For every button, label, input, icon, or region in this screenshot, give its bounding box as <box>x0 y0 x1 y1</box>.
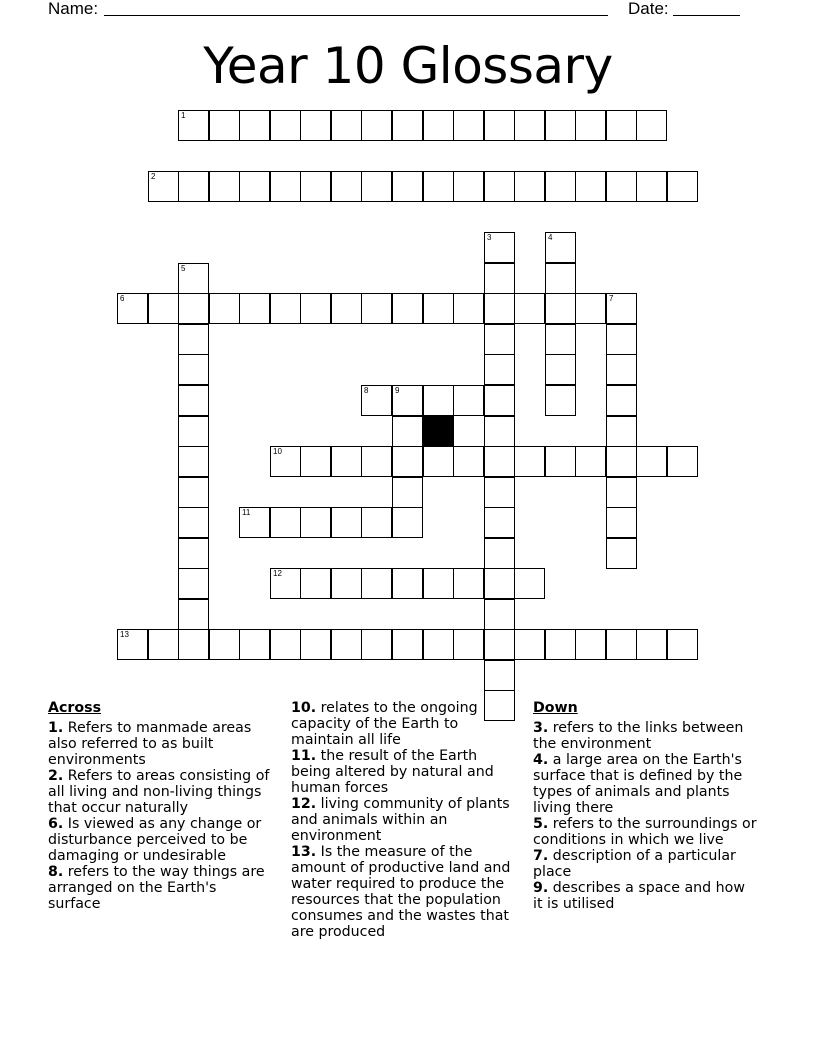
crossword-cell[interactable] <box>423 110 454 141</box>
crossword-cell[interactable] <box>606 385 637 416</box>
crossword-cell[interactable] <box>484 324 515 355</box>
crossword-cell[interactable] <box>423 629 454 660</box>
clue-text: the result of the Earth being altered by natural and human forces <box>291 748 494 796</box>
clue-text: a large area on the Earth's surface that is defined by the types of animals and plants living there <box>533 752 743 816</box>
crossword-cell[interactable] <box>636 171 667 202</box>
down-clues-column <box>533 700 758 912</box>
crossword-cell[interactable] <box>331 293 362 324</box>
crossword-cell[interactable] <box>270 568 301 599</box>
clue-number: 6. <box>48 816 64 832</box>
clue-number: 11. <box>291 748 317 764</box>
crossword-cell[interactable] <box>545 629 576 660</box>
crossword-cell[interactable] <box>270 110 301 141</box>
crossword-cell[interactable] <box>453 446 484 477</box>
crossword-cell[interactable] <box>484 568 515 599</box>
crossword-cell[interactable] <box>392 171 423 202</box>
clue-item <box>48 768 273 816</box>
crossword-cell[interactable] <box>300 507 331 538</box>
clue-number: 7 <box>609 294 614 303</box>
crossword-cell[interactable] <box>392 446 423 477</box>
crossword-cell[interactable] <box>178 568 209 599</box>
clue-item <box>291 700 516 748</box>
date-label: Date: <box>628 0 669 18</box>
clue-item <box>533 752 758 816</box>
crossword-cell[interactable] <box>484 293 515 324</box>
crossword-cell[interactable] <box>178 293 209 324</box>
clue-number: 5. <box>533 816 549 832</box>
crossword-cell[interactable] <box>178 110 209 141</box>
clue-text: Is the measure of the amount of productive land and water required to produce the resources that the population consumes and the wastes that are produced <box>291 844 511 940</box>
crossword-cell[interactable] <box>331 507 362 538</box>
clue-number: 10 <box>273 447 282 456</box>
crossword-cell[interactable] <box>270 629 301 660</box>
clue-item <box>291 844 516 940</box>
clue-number: 7. <box>533 848 549 864</box>
crossword-cell[interactable] <box>270 507 301 538</box>
crossword-cell[interactable] <box>392 385 423 416</box>
crossword-cell[interactable] <box>392 568 423 599</box>
crossword-cell[interactable] <box>606 354 637 385</box>
crossword-cell[interactable] <box>209 293 240 324</box>
crossword-cell[interactable] <box>178 385 209 416</box>
clue-text: Refers to manmade areas also referred to as built environments <box>48 720 252 768</box>
crossword-cell[interactable] <box>392 110 423 141</box>
clue-text: describes a space and how it is utilised <box>533 880 745 912</box>
crossword-cell[interactable] <box>148 293 179 324</box>
clue-text: relates to the ongoing capacity of the Earth to maintain all life <box>291 700 478 748</box>
crossword-cell[interactable] <box>178 416 209 447</box>
crossword-cell[interactable] <box>178 538 209 569</box>
crossword-cell[interactable] <box>239 629 270 660</box>
crossword-cell[interactable] <box>484 416 515 447</box>
crossword-cell[interactable] <box>484 660 515 691</box>
clue-number: 12. <box>291 796 317 812</box>
clue-item <box>291 748 516 796</box>
clue-number: 8. <box>48 864 64 880</box>
crossword-cell[interactable] <box>453 629 484 660</box>
crossword-cell[interactable] <box>514 568 545 599</box>
crossword-cell[interactable] <box>270 293 301 324</box>
crossword-cell[interactable] <box>484 263 515 294</box>
crossword-cell[interactable] <box>270 446 301 477</box>
clue-text: description of a particular place <box>533 848 736 880</box>
clue-number: 3 <box>487 233 492 242</box>
clue-number: 9 <box>395 386 400 395</box>
crossword-cell[interactable] <box>423 385 454 416</box>
crossword-cell[interactable] <box>178 324 209 355</box>
crossword-cell[interactable] <box>575 629 606 660</box>
crossword-cell[interactable] <box>178 629 209 660</box>
clue-number: 11 <box>242 508 251 517</box>
clue-text: refers to the surroundings or conditions in which we live <box>533 816 757 848</box>
clue-item <box>533 880 758 912</box>
crossword-cell[interactable] <box>484 232 515 263</box>
crossword-cell[interactable] <box>514 171 545 202</box>
clue-number: 4 <box>548 233 553 242</box>
crossword-cell[interactable] <box>392 477 423 508</box>
crossword-cell[interactable] <box>423 171 454 202</box>
clue-number: 1. <box>48 720 64 736</box>
crossword-cell[interactable] <box>331 568 362 599</box>
crossword-cell[interactable] <box>545 293 576 324</box>
clue-text: Is viewed as any change or disturbance perceived to be damaging or undesirable <box>48 816 262 864</box>
crossword-cell[interactable] <box>575 171 606 202</box>
black-cell <box>423 416 454 447</box>
crossword-cell[interactable] <box>331 446 362 477</box>
crossword-cell[interactable] <box>361 385 392 416</box>
crossword-cell[interactable] <box>514 446 545 477</box>
crossword-cell[interactable] <box>178 263 209 294</box>
crossword-cell[interactable] <box>453 171 484 202</box>
crossword-cell[interactable] <box>484 538 515 569</box>
crossword-cell[interactable] <box>545 385 576 416</box>
clue-number: 5 <box>181 264 186 273</box>
clue-item <box>48 816 273 864</box>
crossword-cell[interactable] <box>484 110 515 141</box>
across-heading: Across <box>48 700 102 716</box>
clue-number: 13. <box>291 844 317 860</box>
crossword-cell[interactable] <box>361 446 392 477</box>
clue-text: refers to the links between the environment <box>533 720 744 752</box>
crossword-cell[interactable] <box>148 171 179 202</box>
crossword-cell[interactable] <box>545 324 576 355</box>
crossword-cell[interactable] <box>484 477 515 508</box>
clue-number: 1 <box>181 111 186 120</box>
crossword-cell[interactable] <box>453 293 484 324</box>
crossword-cell[interactable] <box>606 110 637 141</box>
crossword-cell[interactable] <box>392 629 423 660</box>
crossword-cell[interactable] <box>178 171 209 202</box>
clue-text: refers to the way things are arranged on the Earth's surface <box>48 864 265 912</box>
crossword-cell[interactable] <box>636 629 667 660</box>
page-title: Year 10 Glossary <box>203 37 613 95</box>
crossword-cell[interactable] <box>484 385 515 416</box>
crossword-cell[interactable] <box>178 507 209 538</box>
crossword-cell[interactable] <box>331 110 362 141</box>
crossword-cell[interactable] <box>300 171 331 202</box>
crossword-cell[interactable] <box>300 568 331 599</box>
crossword-cell[interactable] <box>453 568 484 599</box>
clue-text: Refers to areas consisting of all living and non-living things that occur naturally <box>48 768 270 816</box>
crossword-cell[interactable] <box>117 629 148 660</box>
crossword-cell[interactable] <box>484 629 515 660</box>
clue-number: 4. <box>533 752 549 768</box>
crossword-cell[interactable] <box>392 507 423 538</box>
clue-number: 12 <box>273 569 282 578</box>
crossword-cell[interactable] <box>239 110 270 141</box>
clue-number: 10. <box>291 700 317 716</box>
name-label: Name: <box>48 0 99 18</box>
clue-item <box>48 720 273 768</box>
clue-text: living community of plants and animals within an environment <box>291 796 510 844</box>
crossword-cell[interactable] <box>453 110 484 141</box>
crossword-cell[interactable] <box>392 293 423 324</box>
clue-number: 8 <box>364 386 369 395</box>
crossword-cell[interactable] <box>667 629 698 660</box>
crossword-cell[interactable] <box>484 446 515 477</box>
crossword-cell[interactable] <box>606 324 637 355</box>
crossword-cell[interactable] <box>178 477 209 508</box>
crossword-cell[interactable] <box>300 446 331 477</box>
crossword-cell[interactable] <box>484 171 515 202</box>
crossword-cell[interactable] <box>361 629 392 660</box>
clue-number: 3. <box>533 720 549 736</box>
clue-number: 9. <box>533 880 549 896</box>
crossword-cell[interactable] <box>606 507 637 538</box>
clue-number: 6 <box>120 294 125 303</box>
across-clues-column-2 <box>291 700 516 940</box>
crossword-cell[interactable] <box>361 293 392 324</box>
crossword-cell[interactable] <box>484 599 515 630</box>
clue-number: 2 <box>151 172 156 181</box>
crossword-cell[interactable] <box>514 629 545 660</box>
crossword-cell[interactable] <box>606 446 637 477</box>
crossword-cell[interactable] <box>209 171 240 202</box>
crossword-cell[interactable] <box>331 629 362 660</box>
crossword-cell[interactable] <box>300 629 331 660</box>
crossword-cell[interactable] <box>361 110 392 141</box>
crossword-cell[interactable] <box>239 171 270 202</box>
crossword-cell[interactable] <box>361 171 392 202</box>
crossword-cell[interactable] <box>392 416 423 447</box>
crossword-cell[interactable] <box>300 293 331 324</box>
crossword-cell[interactable] <box>636 110 667 141</box>
crossword-cell[interactable] <box>606 538 637 569</box>
crossword-cell[interactable] <box>575 293 606 324</box>
crossword-cell[interactable] <box>331 171 362 202</box>
clue-item <box>533 720 758 752</box>
crossword-cell[interactable] <box>575 110 606 141</box>
crossword-cell[interactable] <box>545 232 576 263</box>
crossword-cell[interactable] <box>514 293 545 324</box>
crossword-cell[interactable] <box>423 446 454 477</box>
crossword-cell[interactable] <box>178 354 209 385</box>
clue-number: 13 <box>120 630 129 639</box>
clue-item <box>533 848 758 880</box>
crossword-cell[interactable] <box>667 446 698 477</box>
crossword-cell[interactable] <box>545 110 576 141</box>
crossword-cell[interactable] <box>606 293 637 324</box>
crossword-cell[interactable] <box>545 354 576 385</box>
crossword-cell[interactable] <box>178 446 209 477</box>
crossword-cell[interactable] <box>606 416 637 447</box>
crossword-cell[interactable] <box>178 599 209 630</box>
crossword-cell[interactable] <box>117 293 148 324</box>
crossword-cell[interactable] <box>239 507 270 538</box>
crossword-cell[interactable] <box>361 568 392 599</box>
crossword-cell[interactable] <box>361 507 392 538</box>
crossword-cell[interactable] <box>239 293 270 324</box>
crossword-cell[interactable] <box>453 385 484 416</box>
crossword-cell[interactable] <box>606 171 637 202</box>
crossword-cell[interactable] <box>545 171 576 202</box>
crossword-cell[interactable] <box>209 110 240 141</box>
crossword-cell[interactable] <box>484 507 515 538</box>
clue-item <box>291 796 516 844</box>
crossword-cell[interactable] <box>606 477 637 508</box>
crossword-cell[interactable] <box>636 446 667 477</box>
crossword-cell[interactable] <box>209 629 240 660</box>
crossword-cell[interactable] <box>667 171 698 202</box>
crossword-cell[interactable] <box>423 568 454 599</box>
crossword-cell[interactable] <box>575 446 606 477</box>
crossword-cell[interactable] <box>148 629 179 660</box>
crossword-cell[interactable] <box>484 354 515 385</box>
crossword-cell[interactable] <box>545 263 576 294</box>
clue-item <box>48 864 273 912</box>
clue-number: 2. <box>48 768 64 784</box>
crossword-cell[interactable] <box>606 629 637 660</box>
clue-item <box>533 816 758 848</box>
crossword-cell[interactable] <box>270 171 301 202</box>
crossword-cell[interactable] <box>300 110 331 141</box>
across-clues-column-1 <box>48 700 273 912</box>
crossword-cell[interactable] <box>423 293 454 324</box>
down-heading: Down <box>533 700 578 716</box>
crossword-cell[interactable] <box>545 446 576 477</box>
crossword-cell[interactable] <box>514 110 545 141</box>
